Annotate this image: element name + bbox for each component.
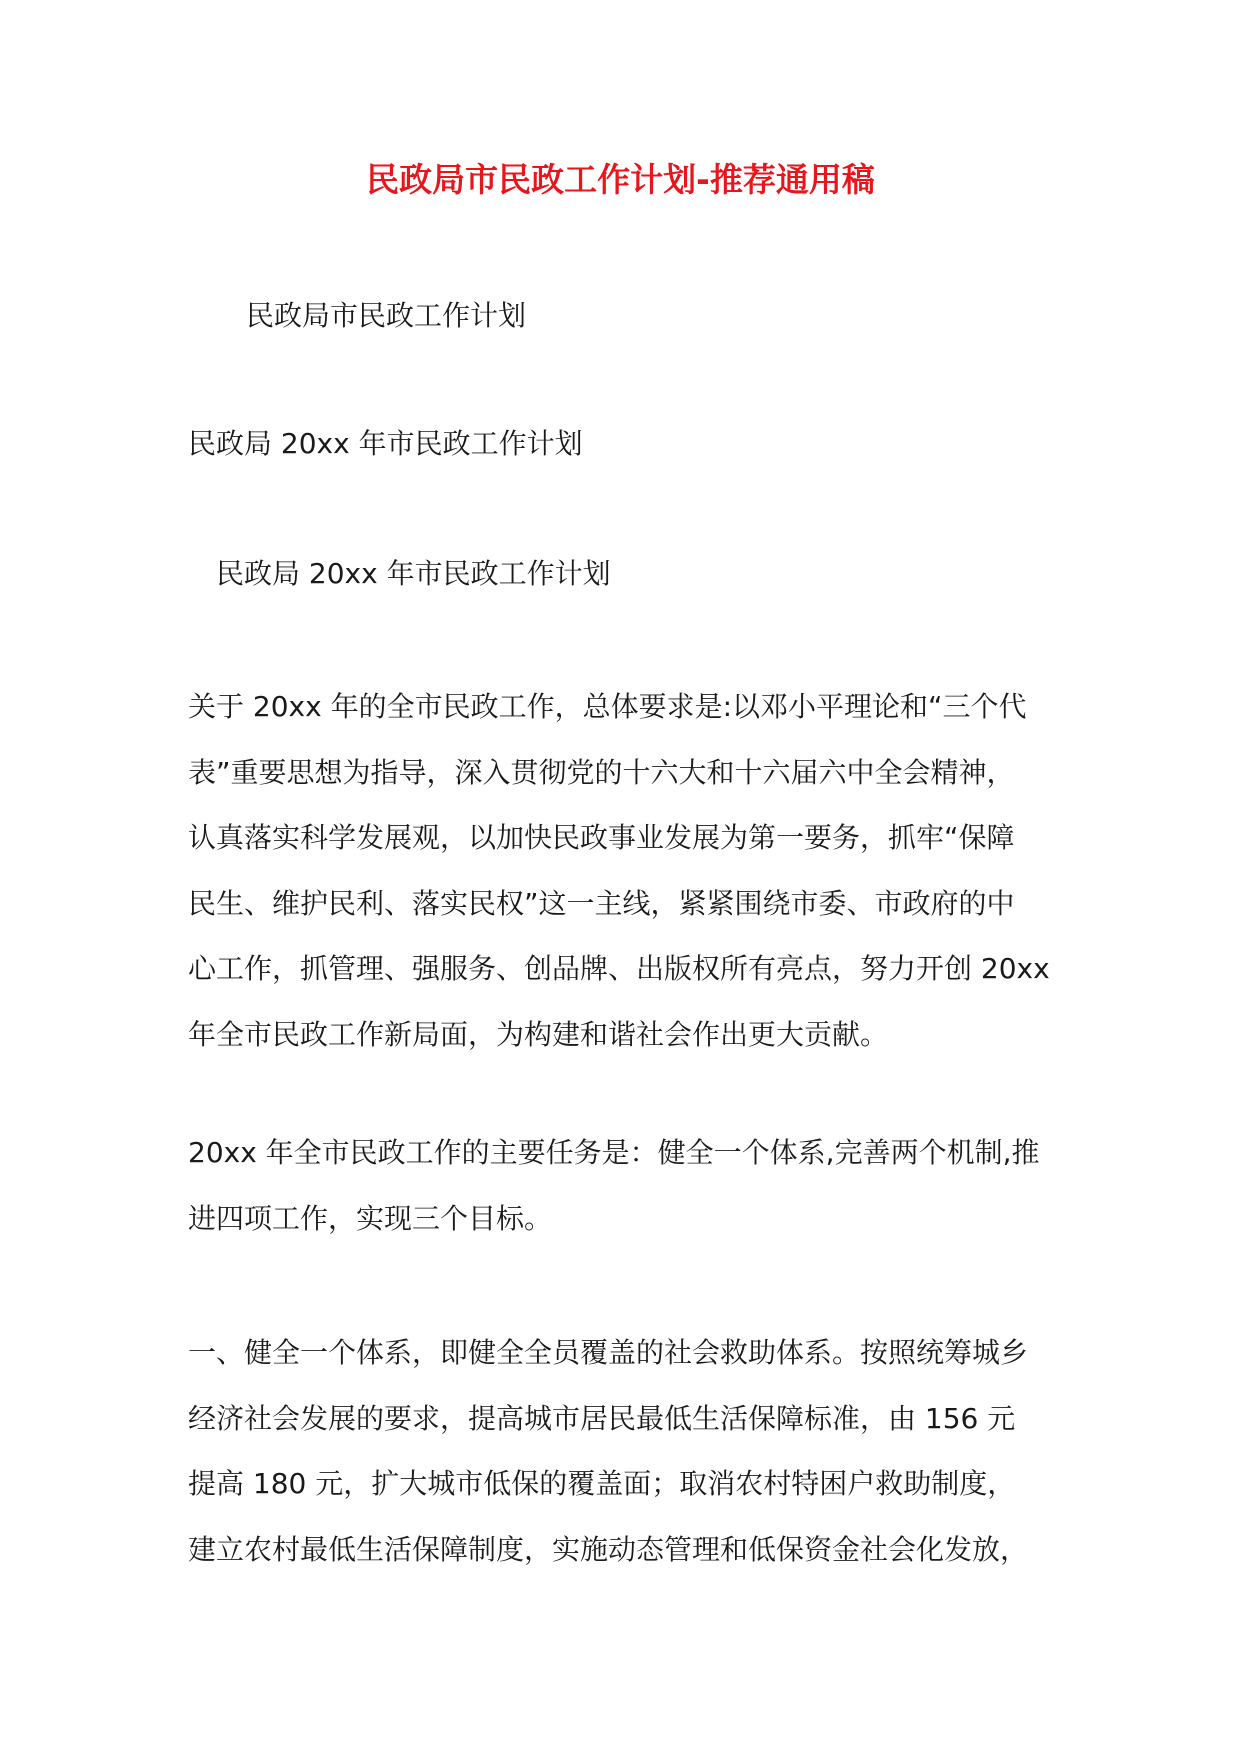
paragraph-line: 提高 180 元，扩大城市低保的覆盖面；取消农村特困户救助制度，: [188, 1467, 1016, 1500]
paragraph-line: 民生、维护民利、落实民权”这一主线，紧紧围绕市委、市政府的中: [188, 886, 1015, 920]
paragraph-line: 建立农村最低生活保障制度，实施动态管理和低保资金社会化发放，: [188, 1532, 1029, 1566]
paragraph-line: 一、健全一个体系，即健全全员覆盖的社会救助体系。按照统筹城乡: [188, 1336, 1029, 1369]
paragraph-line: 认真落实科学发展观，以加快民政事业发展为第一要务，抓牢“保障: [188, 821, 1015, 854]
paragraph-line: 心工作，抓管理、强服务、创品牌、出版权所有亮点，努力开创 20xx: [188, 952, 1050, 985]
subtitle-plan: 民政局市民政工作计划: [246, 299, 527, 332]
paragraph-overall-requirements: [188, 674, 1068, 1067]
paragraph-line: 进四项工作，实现三个目标。: [188, 1201, 553, 1235]
paragraph-social-assistance: [188, 1320, 1068, 1582]
paragraph-line: 表”重要思想为指导，深入贯彻党的十六大和十六届六中全会精神，: [188, 755, 1015, 789]
paragraph-main-tasks: [188, 1120, 1068, 1251]
subtitle-year-plan: 民政局 20xx 年市民政工作计划: [188, 427, 583, 460]
paragraph-line: 20xx 年全市民政工作的主要任务是：健全一个体系,完善两个机制,推: [188, 1136, 1040, 1169]
document-title: 民政局市民政工作计划-推荐通用稿: [366, 160, 875, 199]
paragraph-line: 关于 20xx 年的全市民政工作，总体要求是:以邓小平理论和“三个代: [188, 690, 1027, 723]
paragraph-line: 经济社会发展的要求，提高城市居民最低生活保障标准，由 156 元: [188, 1401, 1016, 1435]
subtitle-year-plan-indented: 民政局 20xx 年市民政工作计划: [216, 557, 611, 590]
paragraph-line: 年全市民政工作新局面，为构建和谐社会作出更大贡献。: [188, 1017, 889, 1051]
